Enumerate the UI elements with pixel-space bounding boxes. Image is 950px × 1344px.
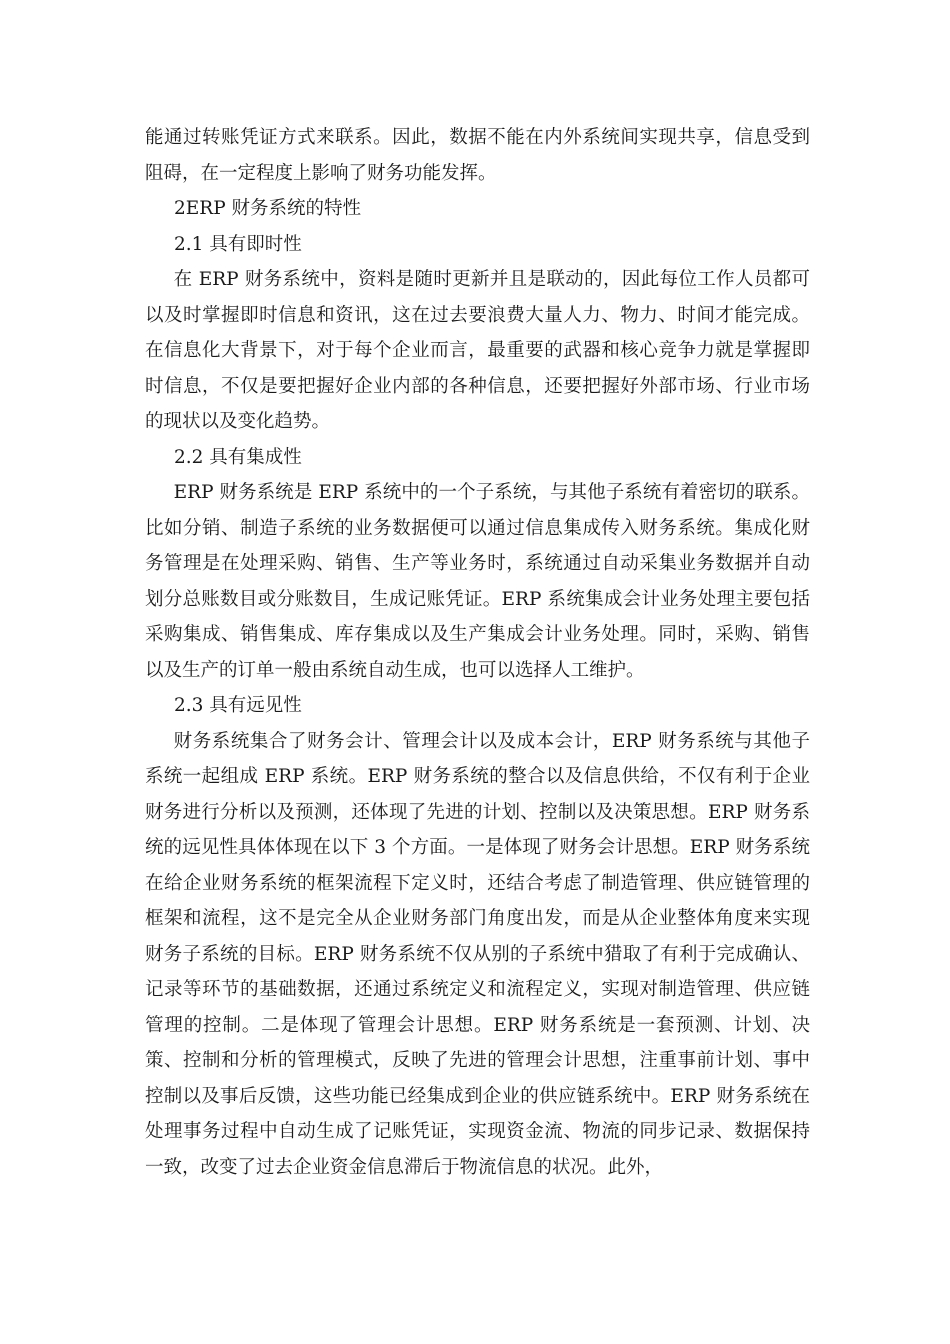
- section-heading: 2ERP 财务系统的特性: [174, 198, 362, 219]
- body-paragraph: ERP 财务系统是 ERP 系统中的一个子系统，与其他子系统有着密切的联系。比如分销、制造子系统的业务数据便可以通过信息集成传入财务系统。集成化财务管理是在处理采购、销售、生产等业务时，系统通过自动采集业务数据并自动划分总账数目或分账数目，生成记账凭证。ERP 系统集成会计业务处理主要包括采购集成、销售集成、库存集成以及生产集成会计业务处理。同时，采购、销售以及生产的订单一般由系统自动生成，也可以选择人工维护。: [145, 482, 810, 681]
- subsection-heading-2-2: 2.2 具有集成性: [174, 446, 302, 468]
- subsection-heading-2-3: 2.3 具有远见性: [174, 695, 302, 716]
- document-body: [145, 120, 810, 1185]
- subsection-heading-2-1: 2.1 具有即时性: [174, 233, 302, 255]
- body-paragraph: 在 ERP 财务系统中，资料是随时更新并且是联动的，因此每位工作人员都可以及时掌握即时信息和资讯，这在过去要浪费大量人力、物力、时间才能完成。在信息化大背景下，对于每个企业而言，最重要的武器和核心竞争力就是掌握即时信息，不仅是要把握好企业内部的各种信息，还要把握好外部市场、行业市场的现状以及变化趋势。: [145, 269, 810, 432]
- body-paragraph-continued: 能通过转账凭证方式来联系。因此，数据不能在内外系统间实现共享，信息受到阻碍，在一定程度上影响了财务功能发挥。: [145, 127, 810, 184]
- body-paragraph: 财务系统集合了财务会计、管理会计以及成本会计，ERP 财务系统与其他子系统一起组成 ERP 系统。ERP 财务系统的整合以及信息供给，不仅有利于企业财务进行分析以及预测，还体现了先进的计划、控制以及决策思想。ERP 财务系统的远见性具体体现在以下 3 个方面。一是体现了财务会计思想。ERP 财务系统在给企业财务系统的框架流程下定义时，还结合考虑了制造管理、供应链管理的框架和流程，这不是完全从企业财务部门角度出发，而是从企业整体角度来实现财务子系统的目标。ERP 财务系统不仅从别的子系统中猎取了有利于完成确认、记录等环节的基础数据，还通过系统定义和流程定义，实现对制造管理、供应链管理的控制。二是体现了管理会计思想。ERP 财务系统是一套预测、计划、决策、控制和分析的管理模式，反映了先进的管理会计思想，注重事前计划、事中控制以及事后反馈，这些功能已经集成到企业的供应链系统中。ERP 财务系统在处理事务过程中自动生成了记账凭证，实现资金流、物流的同步记录、数据保持一致，改变了过去企业资金信息滞后于物流信息的状况。此外，: [145, 730, 810, 1178]
